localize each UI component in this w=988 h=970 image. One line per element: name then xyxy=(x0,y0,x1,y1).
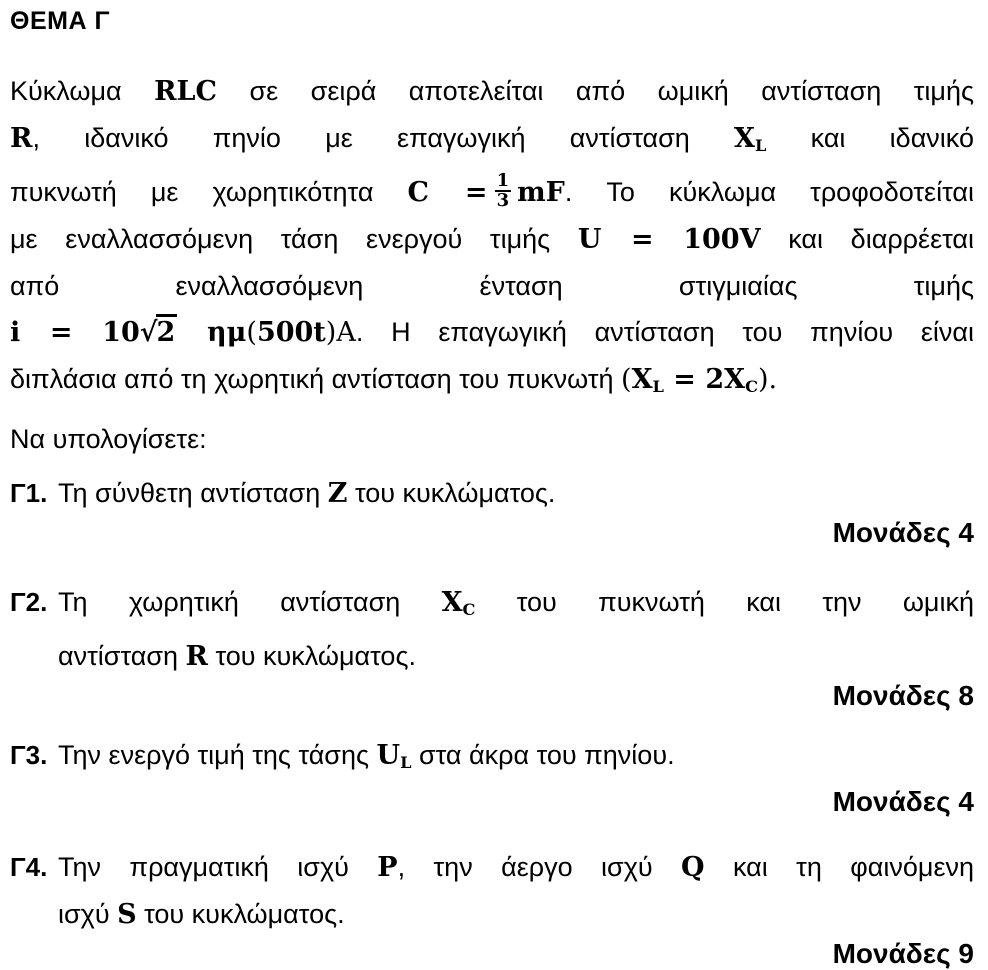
paren-open: ( xyxy=(621,364,632,396)
text-fragment: και ιδανικό xyxy=(766,123,974,153)
question-g4-text-line-1 xyxy=(58,844,974,891)
intro-line-3 xyxy=(10,169,974,216)
text-fragment: αντίσταση xyxy=(58,641,186,672)
symbol-u-100v: U = 100V xyxy=(577,224,761,256)
question-g2-body xyxy=(58,579,974,680)
symbol-ul: U xyxy=(376,740,401,772)
symbol-2xc: = 2X xyxy=(663,364,746,396)
text-fragment: διπλάσια από τη χωρητική αντίσταση του πυκνωτή xyxy=(10,364,622,395)
question-g2-text-line-2 xyxy=(58,633,974,680)
question-g4 xyxy=(10,844,974,938)
text-fragment: . Το κύκλωμα τροφοδοτείται xyxy=(564,177,974,208)
symbol-z: Z xyxy=(327,478,348,510)
symbol-r: R xyxy=(185,641,208,673)
symbol-xl: X xyxy=(631,364,653,396)
symbol-r: R xyxy=(10,123,33,154)
text-fragment: Τη σύνθετη αντίσταση xyxy=(58,478,328,509)
theme-title: ΘΕΜΑ Γ xyxy=(10,7,110,35)
unit-mf: mF xyxy=(517,177,565,209)
question-g4-label: Γ4. xyxy=(10,852,48,883)
question-g1-text xyxy=(58,470,974,517)
instruction-text: Να υπολογίσετε: xyxy=(10,424,207,455)
question-g2 xyxy=(10,579,974,680)
intro-line-1 xyxy=(10,68,974,115)
unit-ampere: A xyxy=(336,317,356,349)
text-fragment: , ιδανικό πηνίο με επαγωγική αντίσταση xyxy=(32,123,735,153)
text-fragment: του πυκνωτή και την ωμική xyxy=(475,587,974,618)
text-fragment: Την ενεργό τιμή της τάσης xyxy=(58,740,377,771)
question-g1-body xyxy=(58,470,974,517)
fraction-numerator: 1 xyxy=(496,169,510,191)
symbol-500t: 500t xyxy=(256,317,326,349)
text-fragment: πυκνωτή με χωρητικότητα xyxy=(10,177,408,208)
subscript-l: L xyxy=(755,136,767,156)
intro-line-6 xyxy=(10,309,974,356)
points-g1: Μονάδες 4 xyxy=(832,517,974,549)
intro-line-2 xyxy=(10,115,974,169)
question-g1-label: Γ1. xyxy=(10,478,48,509)
question-g4-text-line-2 xyxy=(58,891,974,938)
text-fragment: στα άκρα του πηνίου. xyxy=(411,740,675,771)
text-fragment: Τη χωρητική αντίσταση xyxy=(58,587,442,618)
text-fragment: από εναλλασσόμενη ένταση στιγμιαίας τιμής xyxy=(10,271,974,302)
symbol-im: ημ xyxy=(177,317,247,349)
points-g2: Μονάδες 8 xyxy=(832,680,974,712)
symbol-s: S xyxy=(117,899,137,931)
subscript-l: L xyxy=(652,377,664,397)
intro-line-5 xyxy=(10,263,974,309)
symbol-q: Q xyxy=(681,852,705,884)
text-fragment: Την πραγματική ισχύ xyxy=(58,852,378,883)
symbol-p: P xyxy=(377,852,398,884)
text-fragment: και διαρρέεται xyxy=(760,224,975,255)
text-fragment: ισχύ xyxy=(58,899,118,930)
text-fragment: του κυκλώματος. xyxy=(347,478,556,509)
text-fragment: , την άεργο ισχύ xyxy=(397,852,682,883)
paren-open: ( xyxy=(246,317,257,349)
question-g2-label: Γ2. xyxy=(10,587,48,618)
text-fragment: του κυκλώματος. xyxy=(207,641,416,672)
intro-paragraph xyxy=(10,68,974,410)
question-g3-text xyxy=(58,732,974,786)
question-g3-label: Γ3. xyxy=(10,740,48,771)
sqrt-radical-sign: √ xyxy=(139,317,158,349)
symbol-c-equals: C = xyxy=(407,177,488,209)
text-fragment: και τη φαινόμενη xyxy=(704,852,974,883)
paren-close: ) xyxy=(325,317,337,349)
text-fragment: σε σειρά αποτελείται από ωμική αντίσταση τιμής xyxy=(217,76,974,106)
intro-line-4 xyxy=(10,216,974,263)
fraction-one-third xyxy=(495,169,512,211)
points-g4: Μονάδες 9 xyxy=(832,938,974,970)
question-g3-body xyxy=(58,732,974,786)
text-fragment: . Η επαγωγική αντίσταση του πηνίου είναι xyxy=(355,317,975,348)
question-g4-body xyxy=(58,844,974,938)
question-g2-text-line-1 xyxy=(58,579,974,633)
symbol-rlc: RLC xyxy=(154,76,218,107)
question-g1 xyxy=(10,470,974,517)
text-fragment: του κυκλώματος. xyxy=(136,899,345,930)
sqrt-argument: 2 xyxy=(156,314,178,348)
paren-close: ). xyxy=(757,364,778,396)
text-fragment: Κύκλωμα xyxy=(10,76,155,106)
symbol-i-equals: i = 10 xyxy=(10,317,140,349)
intro-line-7 xyxy=(10,356,974,410)
subscript-l: L xyxy=(400,753,412,773)
symbol-xc: X xyxy=(441,587,463,619)
question-g3 xyxy=(10,732,974,786)
points-g3: Μονάδες 4 xyxy=(832,786,974,818)
text-fragment: με εναλλασσόμενη τάση ενεργού τιμής xyxy=(10,224,578,255)
symbol-xl: X xyxy=(734,123,755,154)
subscript-c: C xyxy=(462,600,476,620)
fraction-denominator: 3 xyxy=(496,189,510,211)
subscript-c: C xyxy=(745,377,758,397)
